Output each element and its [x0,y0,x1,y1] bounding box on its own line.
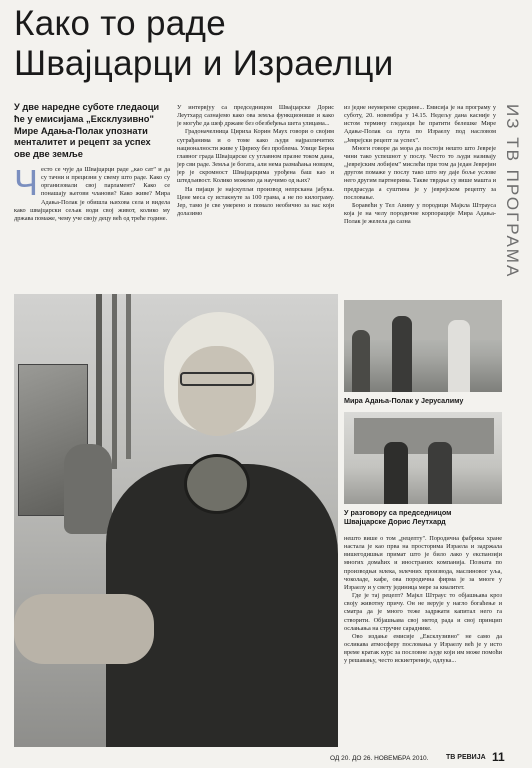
person-figure [384,442,408,504]
body-column-3 [344,104,496,294]
page-number: 11 [492,750,505,764]
body-text: есто се чује да Швајцарци раде „као сат" и да су тачни и прецизни у свему што раде. Како су организовали свој парламент? Како се понашају његови чланови? Како живе? Мира Адања-Полак је обишла њихова села и видела како швајцарски сељак води свој живот, колико му држава помаже, чему уче своју децу већ од треће године. [14,166,170,222]
caption-line: У разговору са председницом [344,508,452,517]
glasses [180,372,254,386]
bamboo-decoration [126,294,131,459]
body-paragraph: На пијаци је најскупљи производ непрскана јабука. Цене меса су истакнуте за 100 грама, а не по килограму. Јер, тамо је све умерено и помало необично за нас који долазимо [177,185,334,218]
person-face [178,346,256,436]
body-column-2 [177,104,334,294]
photo-caption-2 [344,508,504,526]
person-figure [428,442,452,504]
body-paragraph: нешто више о том „рецепту". Породична фабрика хране настала је као прва на просторима Израела и задржала вишегодишњи примат што је било лако у експанзији многих домаћих и иностраних компанија. Позната по производњи млека, млечних производа, маслиновог уља, чоколаде, кафе, ова породична фирма је за многе у Израелу и у свету јединица мере за квалитет. [344,535,502,591]
person-figure [392,316,412,392]
vase [64,444,112,534]
lead-line: менталитет и рецепт за успех [14,137,151,148]
photo-caption-1: Мира Адања-Полак у Јерусалиму [344,396,464,405]
body-paragraph: Многи говоре да мора да постоји нешто што Јевреје чини тако успешнот у послу. Често то људи називају „јеврејским лобијем" мислећи при том да један Јеврејин другом помаже у послу тако што му даје боље услове него другим партнерима. Такве тврдње су више машта и предрасуда а суштина је у јеврејском рецепту за пословање. [344,144,496,201]
bamboo-decoration [112,294,117,469]
body-paragraph: У интервјуу са председницом Швајцарске Дорис Леутхард сазнајемо како ова земља функционише и како је могуће да шеф државе без обезбеђења шета улицама... [177,104,334,128]
body-paragraph: Градоначелница Цириха Корин Маух говори о својим суграђанима и о томе како људи најразличитих националности живе у Цириху без проблема. Улице Берна главног града Швајцарске су углавном празне током дана, јер сви раде. Земља је богата, али нема размаћања новцем, јер је скромност Швајцарцима урођена баш као и штедљивост. Колико можемо да научимо од њих? [177,128,334,185]
interview-photo [344,412,502,504]
lead-line: ће у емисијама „Ексклузивно" [14,113,154,124]
person-arm [14,594,154,664]
headline-line-1: Како то раде [14,4,226,43]
page-footer [330,750,520,764]
drop-cap: Ч [14,166,38,203]
person-figure [448,320,470,392]
lead-line: ове две земље [14,149,83,160]
lead-line: Мире Адања-Полак упознати [14,125,148,136]
section-label: ИЗ ТВ ПРОГРАМА [503,104,522,279]
body-paragraph: Где је тај рецепт? Мајкл Штраус то објашњава кроз своју животну причу. Он не верује у нагло богаћење и сматра да је много теже задржати капитал него га створити. Објашњава свој метод рада и свој принцип ослањања на стручне сараднике. [344,592,502,632]
body-paragraph: из једне неумерене средине... Емисија је на програму у суботу, 20. новембра у 14.15. Недељу дана касније у истом термину гледаоци ће пратити белешке Мире Адање-Полак са пута по Израелу под насловом „Јеврејски рецепт за успех". [344,104,496,144]
wall-artwork [354,418,494,454]
magazine-name: ТВ РЕВИЈА [446,754,486,761]
person-figure [352,330,370,392]
necklace-pendant [184,454,250,514]
jerusalem-photo [344,300,502,392]
lead-line: У две наредне суботе гледаоци [14,102,160,112]
headline [14,4,484,84]
body-column-1 [14,166,170,226]
body-column-4 [344,535,502,745]
body-paragraph: Боравећи у Тел Авиву у породици Мајкла Штрауса која је на челу породичне корпорације Мира Адања-Полак је желела да сазна [344,201,496,226]
lead-paragraph [14,102,176,161]
headline-line-2: Швајцарци и Израелци [14,44,394,83]
portrait-photo [14,294,338,747]
caption-line: Швајцарске Дорис Леутхард [344,517,446,526]
body-paragraph: Ово издање емисије „Ексклузивно" не само да осликава атмосферу пословања у Израелу већ је у исто време кратак курс за пословне људе који им може помоћи у решавању, често искиетреније, одлука... [344,632,502,665]
issue-date: ОД 20. ДО 26. НОВЕМБРА 2010. [330,755,429,762]
